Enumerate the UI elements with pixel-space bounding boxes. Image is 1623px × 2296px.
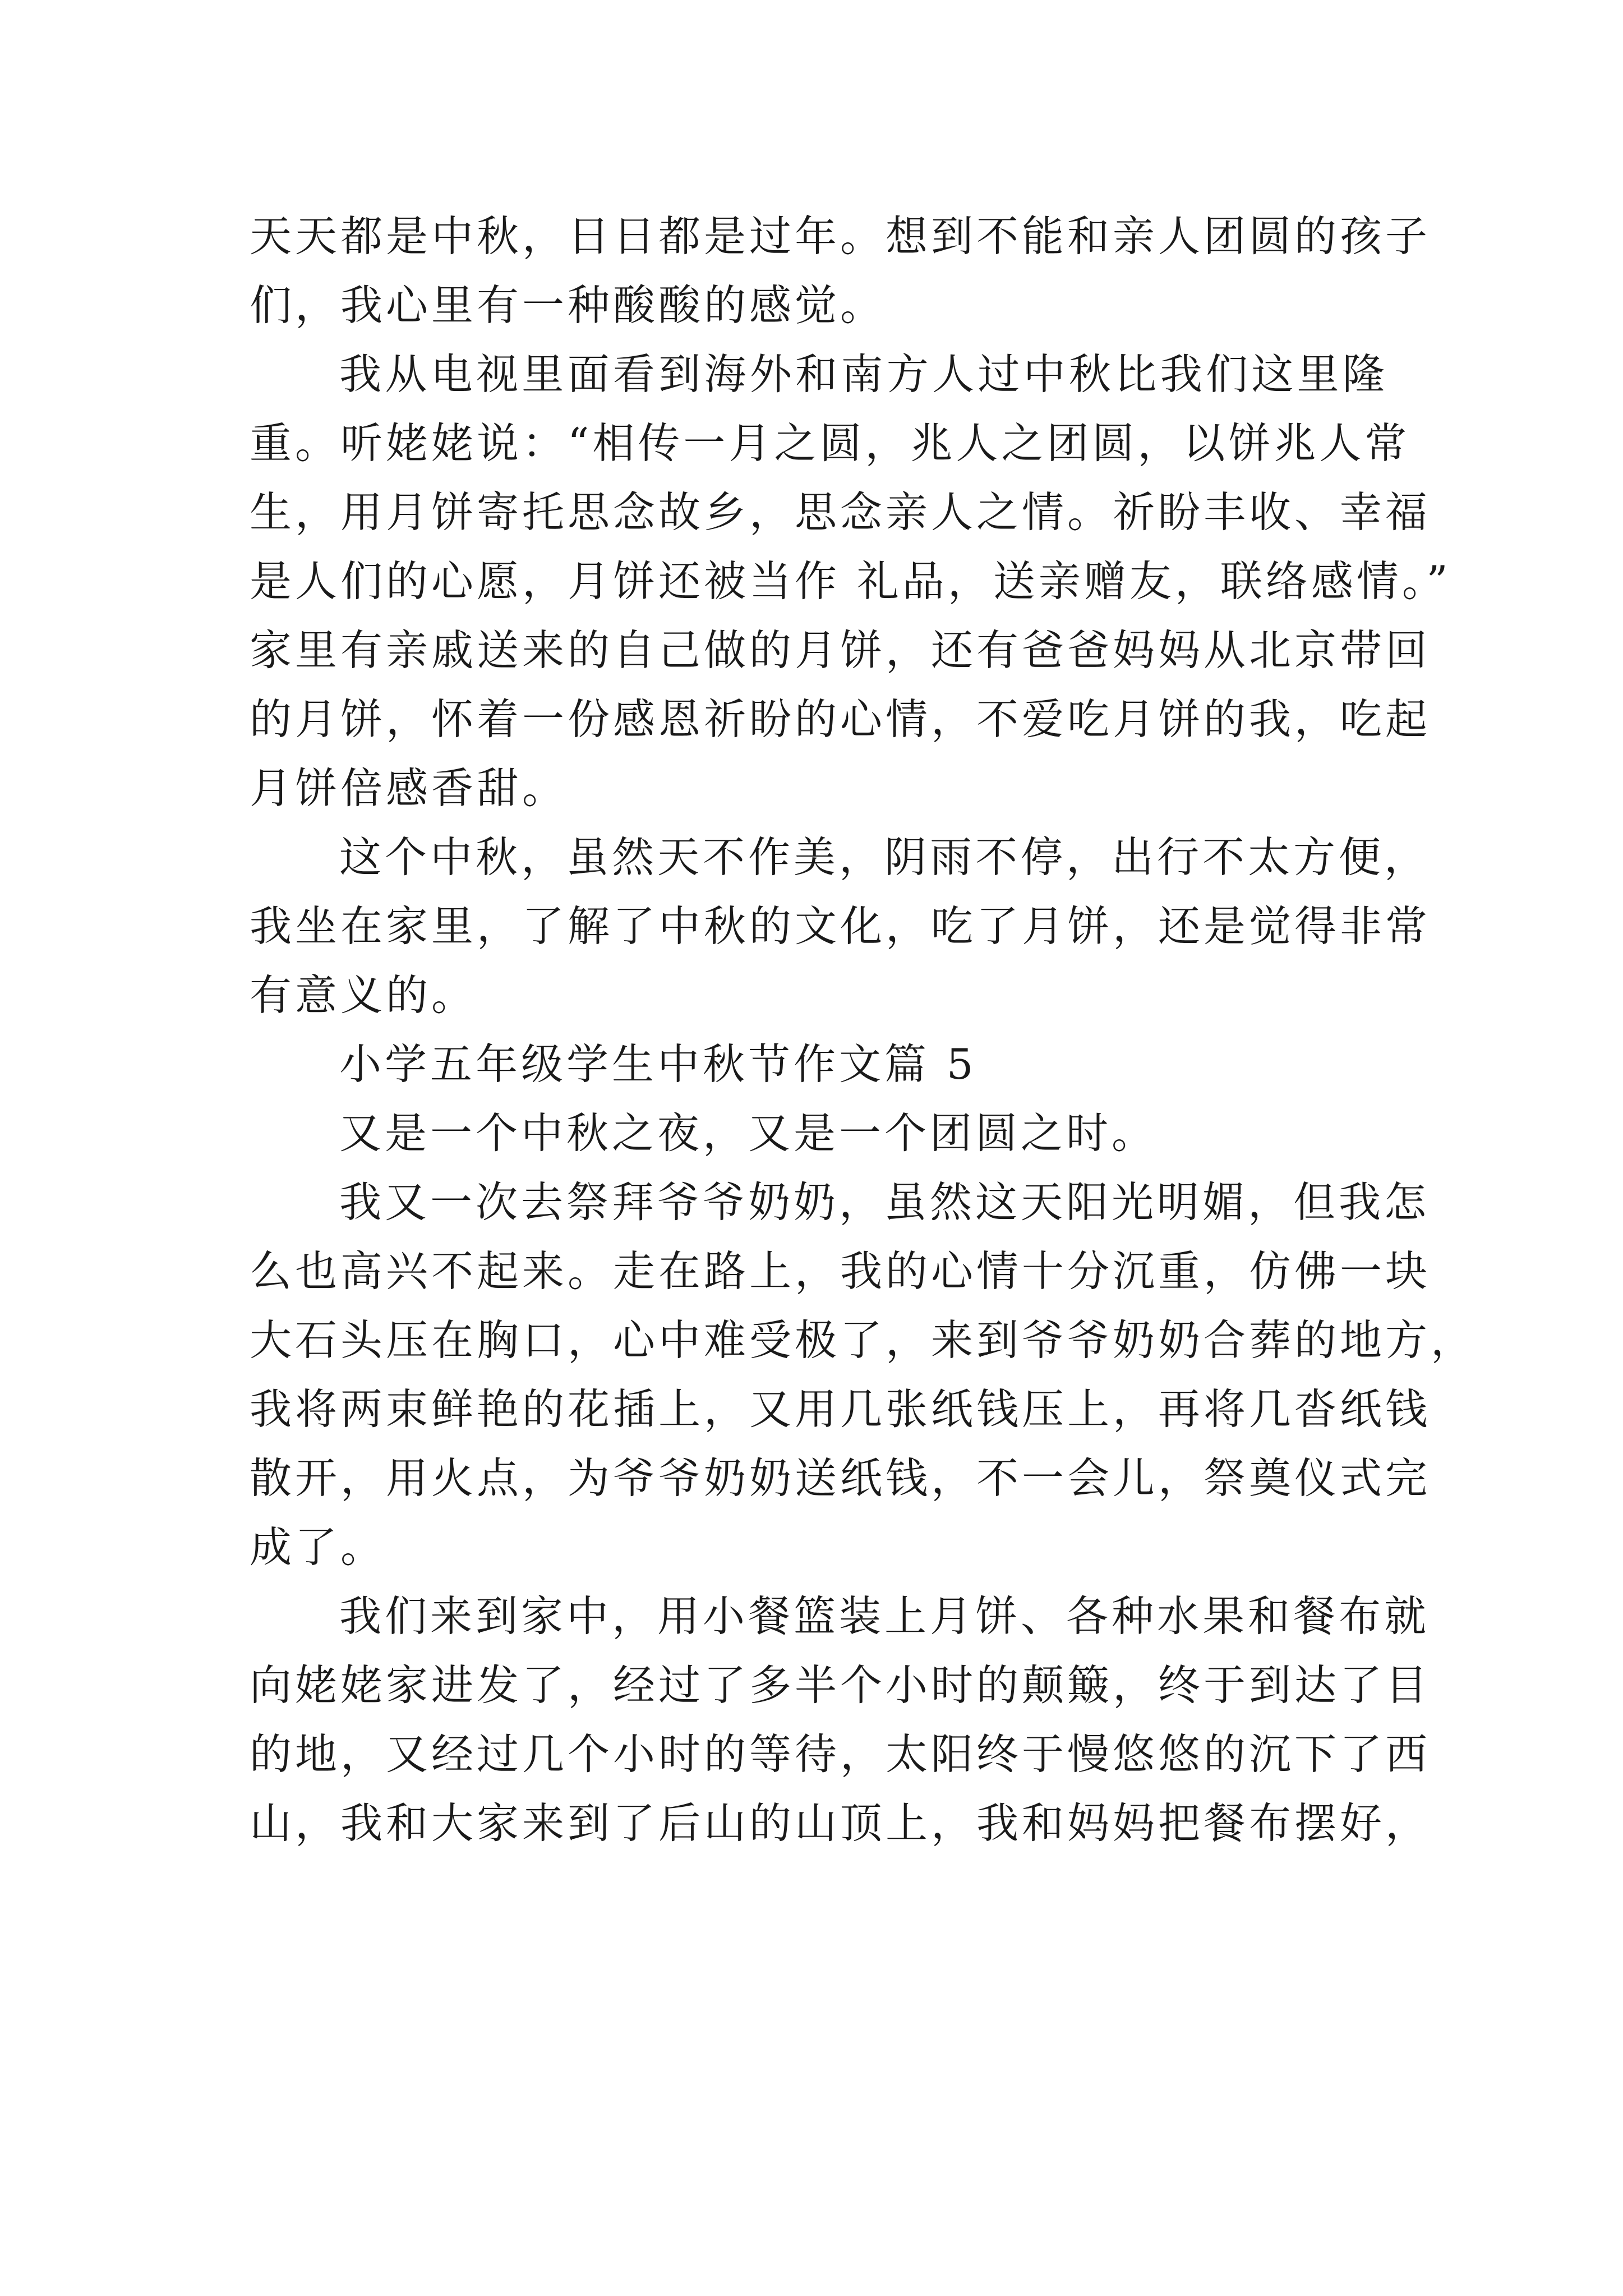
text-line: 山，我和大家来到了后山的山顶上，我和妈妈把餐布摆好， (250, 1798, 1431, 1848)
body-text (250, 202, 1477, 1858)
text-line: 们，我心里有一种酸酸的感觉。 (250, 280, 886, 330)
text-line: 散开，用火点，为爷爷奶奶送纸钱，不一会儿，祭奠仪式完 (250, 1453, 1431, 1503)
text-line: 又是一个中秋之夜，又是一个团圆之时。 (339, 1108, 1158, 1158)
text-line: 生，用月饼寄托思念故乡，思念亲人之情。祈盼丰收、幸福 (250, 487, 1431, 537)
text-line: 我们来到家中，用小餐篮装上月饼、各种水果和餐布就 (339, 1591, 1430, 1641)
text-line: 家里有亲戚送来的自己做的月饼，还有爸爸妈妈从北京带回 (250, 625, 1431, 675)
text-line: 的地，又经过几个小时的等待，太阳终于慢悠悠的沉下了西 (250, 1729, 1431, 1779)
text-line: 是人们的心愿，月饼还被当作 礼品，送亲赠友，联络感情。” (250, 556, 1451, 606)
text-line: 有意义的。 (250, 970, 477, 1020)
text-line: 天天都是中秋，日日都是过年。想到不能和亲人团圆的孩子 (250, 211, 1431, 261)
text-line: 我坐在家里，了解了中秋的文化，吃了月饼，还是觉得非常 (250, 901, 1431, 951)
text-line: 大石头压在胸口，心中难受极了，来到爷爷奶奶合葬的地方， (250, 1315, 1477, 1365)
text-line: 的月饼，怀着一份感恩祈盼的心情，不爱吃月饼的我，吃起 (250, 694, 1431, 744)
text-line: 重。听姥姥说：“相传一月之圆，兆人之团圆，以饼兆人常 (250, 418, 1410, 468)
text-line: 我从电视里面看到海外和南方人过中秋比我们这里隆 (339, 349, 1388, 399)
text-line: 这个中秋，虽然天不作美，阴雨不停，出行不太方便， (339, 832, 1430, 882)
section-heading: 小学五年级学生中秋节作文篇 5 (339, 1039, 977, 1089)
text-line: 我将两束鲜艳的花插上，又用几张纸钱压上，再将几沓纸钱 (250, 1384, 1431, 1434)
text-line: 月饼倍感香甜。 (250, 763, 568, 813)
text-line: 么也高兴不起来。走在路上，我的心情十分沉重，仿佛一块 (250, 1246, 1431, 1296)
text-line: 向姥姥家进发了，经过了多半个小时的颠簸，终于到达了目 (250, 1660, 1431, 1710)
text-line: 我又一次去祭拜爷爷奶奶，虽然这天阳光明媚，但我怎 (339, 1177, 1430, 1227)
text-line: 成了。 (250, 1522, 386, 1572)
